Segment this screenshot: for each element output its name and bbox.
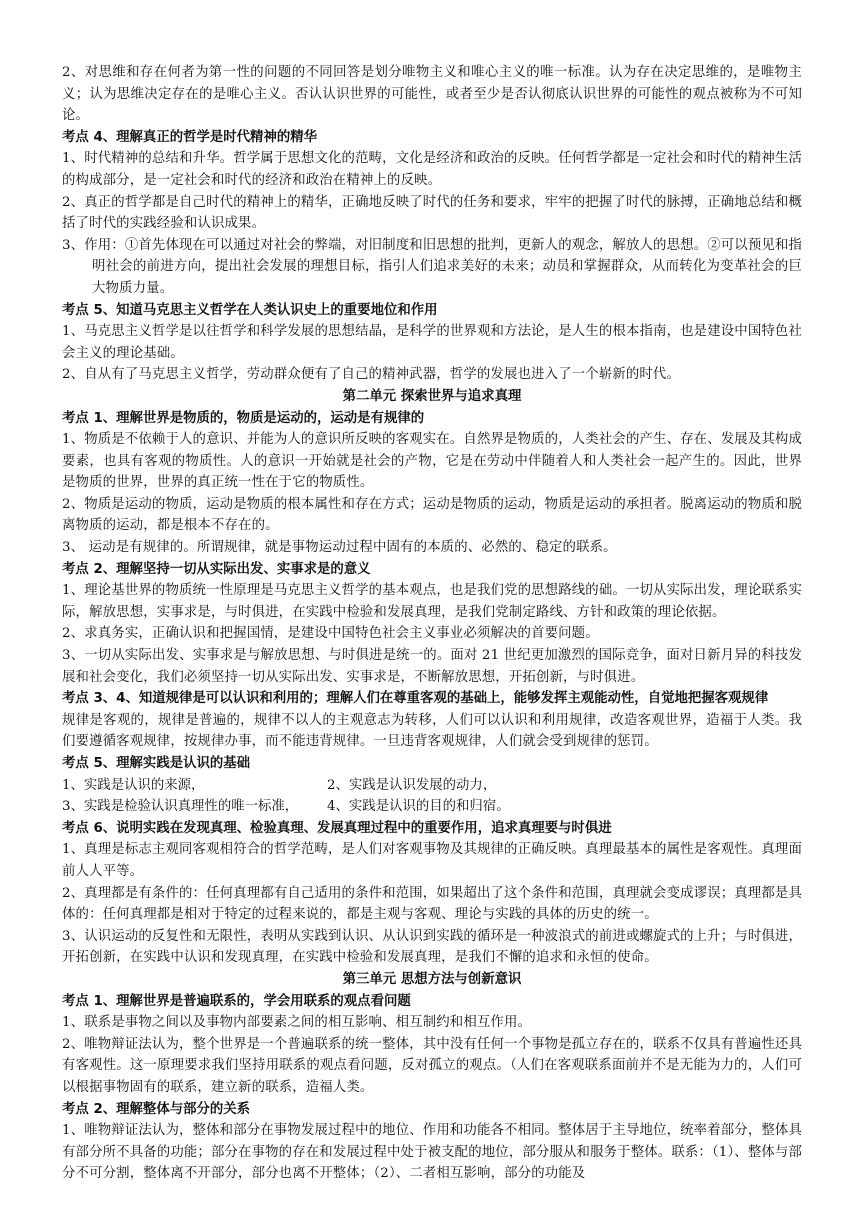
paragraph: 1、唯物辩证法认为，整体和部分在事物发展过程中的地位、作用和功能各不相同。整体居于主导地位，统率着部分，整体具有部分所不具备的功能；部分在事物的存在和发展过程中处于被支配的地位，部分服从和服务于整体。联系：（1）、整体与部分不可分割，整体离不开部分，部分也离不开整体；（2）、二者相互影响，部分的功能及	[62, 1123, 802, 1182]
unit-title: 第三单元 思想方法与创新意识	[342, 971, 522, 987]
two-column-row	[62, 775, 802, 797]
section-heading: 考点 6、说明实践在发现真理、检验真理、发展真理过程中的重要作用，追求真理要与时俱进	[62, 820, 612, 836]
paragraph: 1、马克思主义哲学是以往哲学和科学发展的思想结晶，是科学的世界观和方法论，是人生的根本指南，也是建设中国特色社会主义的理论基础。	[62, 324, 802, 361]
section-heading: 考点 4、理解真正的哲学是时代精神的精华	[62, 129, 318, 145]
paragraph: 2、唯物辩证法认为，整个世界是一个普遍联系的统一整体，其中没有任何一个事物是孤立存在的，联系不仅具有普遍性还具有客观性。这一原理要求我们坚持用联系的观点看问题，反对孤立的观点。（人们在客观联系面前并不是无能为力的，人们可以根据事物固有的联系，建立新的联系，造福人类。	[62, 1036, 802, 1095]
paragraph: 2、求真务实，正确认识和把握国情，是建设中国特色社会主义事业必须解决的首要问题。	[62, 626, 599, 642]
two-column-row	[62, 796, 802, 818]
paragraph: 3、 运动是有规律的。所谓规律，就是事物运动过程中固有的本质的、必然的、稳定的联系。	[62, 540, 617, 556]
paragraph: 3、认识运动的反复性和无限性，表明从实践到认识、从认识到实践的循环是一种波浪式的前进或螺旋式的上升；与时俱进，开拓创新，在实践中认识和发现真理，在实践中检验和发展真理，是我们不懈的追求和永恒的使命。	[62, 928, 802, 966]
paragraph: 1、理论基世界的物质统一性原理是马克思主义哲学的基本观点，也是我们党的思想路线的础。一切从实际出发，理论联系实际，解放思想，实事求是，与时俱进，在实践中检验和发展真理，是我们党制定路线、方针和政策的理论依据。	[62, 583, 802, 620]
section-heading: 考点 2、理解坚持一切从实际出发、实事求是的意义	[62, 561, 371, 577]
paragraph: 3、作用：①首先体现在可以通过对社会的弊端，对旧制度和旧思想的批判，更新人的观念，解放人的思想。②可以预见和指明社会的前进方向，提出社会发展的理想目标，指引人们追求美好的未来；动员和掌握群众，从而转化为变革社会的巨大物质力量。	[62, 237, 802, 296]
column-item: 2、实践是认识发展的动力，	[327, 777, 497, 793]
column-item: 4、实践是认识的目的和归宿。	[327, 799, 510, 815]
paragraph: 2、真正的哲学都是自己时代的精神上的精华，正确地反映了时代的任务和要求，牢牢的把握了时代的脉搏，正确地总结和概括了时代的实践经验和认识成果。	[62, 194, 802, 232]
paragraph: 2、对思维和存在何者为第一性的问题的不同回答是划分唯物主义和唯心主义的唯一标准。认为存在决定思维的，是唯物主义；认为思维决定存在的是唯心主义。否认认识世界的可能性，或者至少是否认彻底认识世界的可能性的观点被称为不可知论。	[62, 65, 802, 124]
paragraph: 2、物质是运动的物质，运动是物质的根本属性和存在方式；运动是物质的运动，物质是运动的承担者。脱离运动的物质和脱离物质的运动，都是根本不存在的。	[62, 496, 802, 534]
section-heading: 考点 1、理解世界是普遍联系的，学会用联系的观点看问题	[62, 993, 411, 1009]
column-item: 1、实践是认识的来源，	[62, 777, 205, 793]
column-item: 3、实践是检验认识真理性的唯一标准，	[62, 799, 299, 815]
section-heading: 考点 5、理解实践是认识的基础	[62, 756, 251, 771]
paragraph: 3、一切从实际出发、实事求是与解放思想、与时俱进是统一的。面对 21 世纪更加激烈的国际竞争，面对日新月异的科技发展和社会变化，我们必须坚持一切从实际出发、实事求是，不断解放思想，开拓创新，与时俱进。	[62, 648, 802, 685]
paragraph: 规律是客观的，规律是普遍的，规律不以人的主观意志为转移，人们可以认识和利用规律，改造客观世界，造福于人类。我们要遵循客观规律，按规律办事，而不能违背规律。一旦违背客观规律，人们就会受到规律的惩罚。	[62, 712, 802, 750]
section-heading: 考点 5、知道马克思主义哲学在人类认识史上的重要地位和作用	[62, 302, 438, 318]
paragraph: 1、物质是不依赖于人的意识、并能为人的意识所反映的客观实在。自然界是物质的，人类社会的产生、存在、发展及其构成要素，也具有客观的物质性。人的意识一开始就是社会的产物，它是在劳动中伴随着人和人类社会一起产生的。因此，世界是物质的世界，世界的真正统一性在于它的物质性。	[62, 432, 802, 491]
document-page	[62, 62, 802, 1185]
paragraph: 1、真理是标志主观同客观相符合的哲学范畴，是人们对客观事物及其规律的正确反映。真理最基本的属性是客观性。真理面前人人平等。	[62, 842, 802, 879]
section-heading: 考点 2、理解整体与部分的关系	[62, 1101, 251, 1117]
paragraph: 1、联系是事物之间以及事物内部要素之间的相互影响、相互制约和相互作用。	[62, 1015, 532, 1031]
section-heading: 考点 3、4、知道规律是可以认识和利用的；理解人们在尊重客观的基础上，能够发挥主观能动性，自觉地把握客观规律	[62, 691, 769, 707]
paragraph: 2、真理都是有条件的：任何真理都有自己适用的条件和范围，如果超出了这个条件和范围，真理就会变成谬误；真理都是具体的：任何真理都是相对于特定的过程来说的，都是主观与客观、理论与实践的具体的历史的统一。	[62, 885, 802, 923]
unit-title: 第二单元 探索世界与追求真理	[342, 388, 522, 404]
section-heading: 考点 1、理解世界是物质的，物质是运动的，运动是有规律的	[62, 410, 425, 426]
paragraph: 1、时代精神的总结和升华。哲学属于思想文化的范畴，文化是经济和政治的反映。任何哲学都是一定社会和时代的精神生活的构成部分，是一定社会和时代的经济和政治在精神上的反映。	[62, 151, 802, 188]
paragraph: 2、自从有了马克思主义哲学，劳动群众便有了自己的精神武器，哲学的发展也进入了一个崭新的时代。	[62, 367, 680, 383]
